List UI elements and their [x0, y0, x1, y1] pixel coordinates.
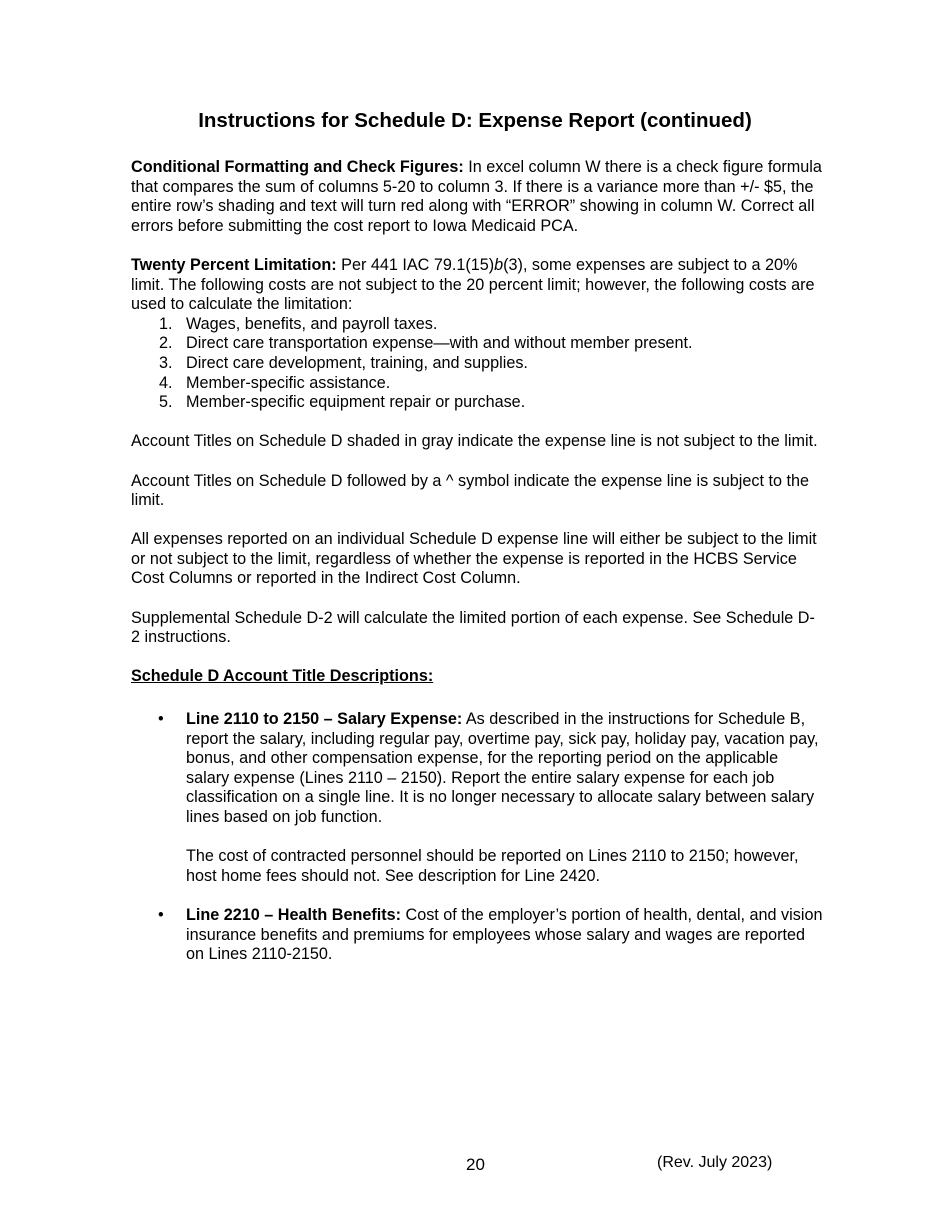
list-item-text: Member-specific assistance.	[186, 373, 391, 392]
list-item	[131, 393, 823, 413]
list-item-text: Direct care development, training, and supplies.	[186, 353, 528, 372]
list-number: 3.	[159, 353, 173, 372]
health-benefits-text: Cost of the employer’s portion of health, dental, and vision insurance benefits and premiums for employees whose salary and wages are reported on Lines 2110-2150.	[186, 905, 823, 964]
bullet-icon: •	[158, 710, 164, 729]
list-number: 2.	[159, 334, 173, 353]
health-benefits-item	[131, 906, 823, 965]
document-body	[131, 158, 823, 984]
twenty-percent-italic: b	[494, 255, 504, 274]
contracted-personnel-paragraph: The cost of contracted personnel should be reported on Lines 2110 to 2150; however, host home fees should not. See description for Line 2420.	[186, 847, 799, 885]
salary-expense-item	[131, 710, 823, 886]
list-item	[131, 354, 823, 374]
all-expenses-paragraph: All expenses reported on an individual Schedule D expense line will either be subject to the limit or not subject to the limit, regardless of whether the expense is reported in the HCBS Service Cost Columns or reported in the Indirect Cost Column.	[131, 530, 817, 588]
list-number: 4.	[159, 373, 173, 392]
descriptions-list	[131, 710, 823, 965]
list-item	[131, 374, 823, 394]
twenty-percent-label: Twenty Percent Limitation:	[131, 255, 337, 274]
health-benefits-label: Line 2210 – Health Benefits:	[186, 905, 402, 924]
list-item-text: Direct care transportation expense—with and without member present.	[186, 334, 693, 353]
list-item	[131, 315, 823, 335]
page-title: Instructions for Schedule D: Expense Report (continued)	[198, 109, 752, 132]
salary-expense-text: As described in the instructions for Schedule B, report the salary, including regular pay, overtime pay, sick pay, holiday pay, vacation pay, bonus, and other compensation expense, for the reporting period on the applicable salary expense (Lines 2110 – 2150). Report the entire salary expense for each job classification on a single line. It is no longer necessary to allocate salary between salary lines based on job function.	[186, 710, 819, 826]
revision-date: (Rev. July 2023)	[657, 1154, 773, 1171]
supplemental-paragraph: Supplemental Schedule D-2 will calculate the limited portion of each expense. See Schedule D-2 instructions.	[131, 608, 815, 647]
conditional-formatting-label: Conditional Formatting and Check Figures:	[131, 158, 464, 176]
conditional-formatting-paragraph	[131, 158, 823, 236]
twenty-percent-text-a: Per 441 IAC 79.1(15)	[336, 255, 495, 274]
twenty-percent-text-b: (3), some expenses are subject to a 20% limit. The following costs are not subject to the 20 percent limit; however, the following costs are used to calculate the limitation:	[131, 255, 815, 314]
twenty-percent-paragraph	[131, 256, 823, 315]
descriptions-heading: Schedule D Account Title Descriptions:	[131, 667, 434, 686]
gray-shading-paragraph: Account Titles on Schedule D shaded in gray indicate the expense line is not subject to the limit.	[131, 432, 818, 451]
page-number: 20	[466, 1155, 485, 1174]
limitation-list	[131, 315, 823, 413]
salary-expense-paragraph	[186, 710, 823, 828]
health-benefits-paragraph	[186, 906, 823, 965]
conditional-formatting-text: In excel column W there is a check figure formula that compares the sum of columns 5-20 to column 3. If there is a variance more than +/- $5, the entire row’s shading and text will turn red along with “ERROR” showing in column W. Correct all errors before submitting the cost report to Iowa Medicaid PCA.	[131, 158, 822, 235]
salary-expense-label: Line 2110 to 2150 – Salary Expense:	[186, 710, 463, 729]
list-item-text: Wages, benefits, and payroll taxes.	[186, 314, 438, 333]
bullet-icon: •	[158, 905, 164, 924]
list-number: 5.	[159, 393, 173, 412]
list-item-text: Member-specific equipment repair or purchase.	[186, 393, 526, 412]
list-item	[131, 334, 823, 354]
list-number: 1.	[159, 314, 173, 333]
caret-symbol-paragraph: Account Titles on Schedule D followed by a ^ symbol indicate the expense line is subject to the limit.	[131, 471, 809, 510]
